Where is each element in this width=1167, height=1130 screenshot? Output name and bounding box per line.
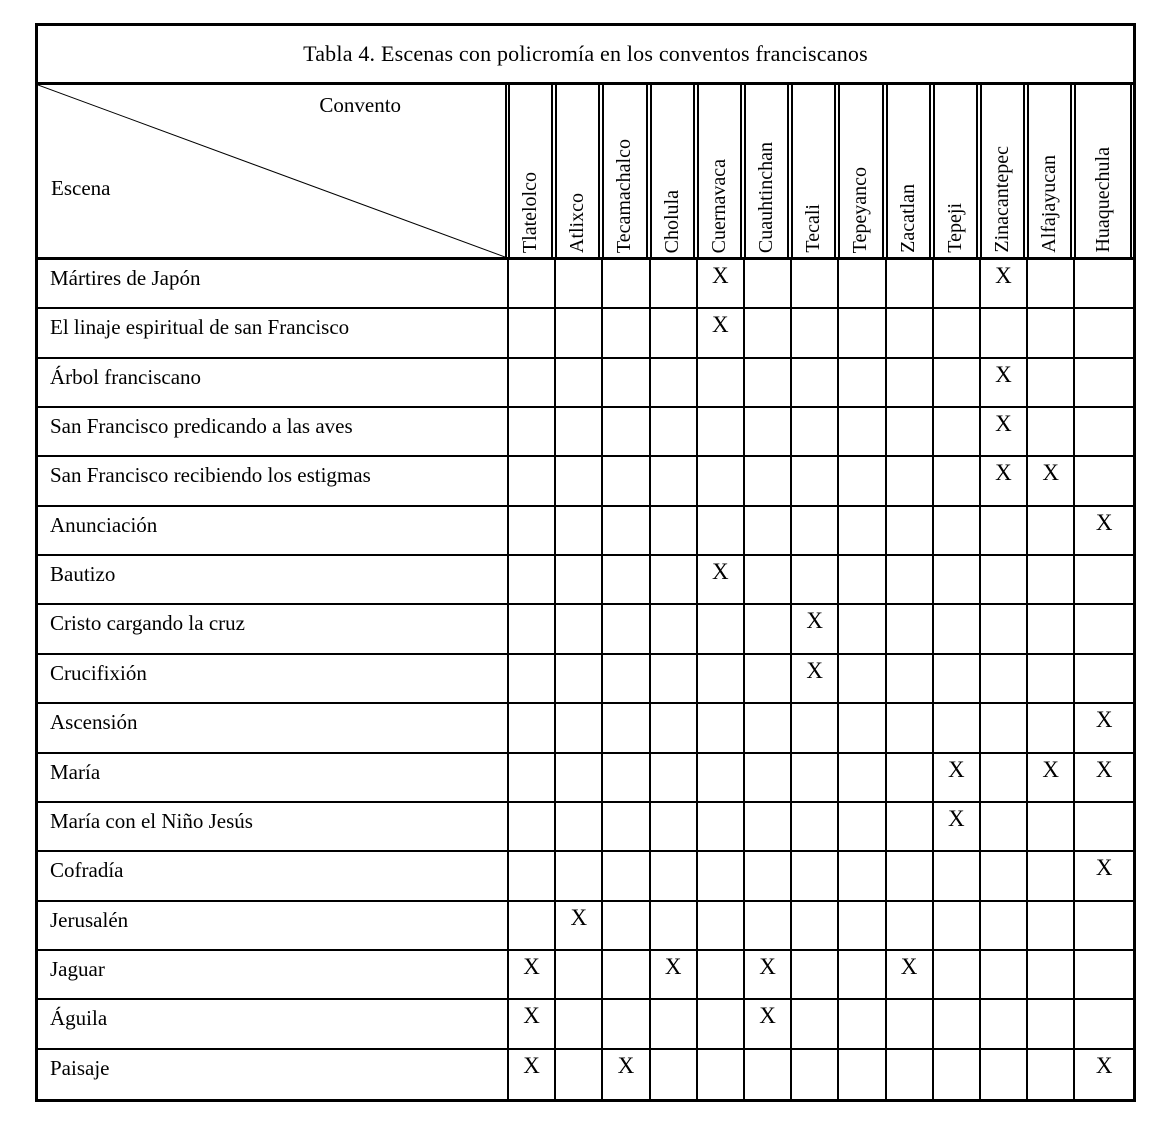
mark-cell-cuauhtinchan (743, 704, 790, 751)
table-row-jerusalen (38, 902, 1133, 951)
mark-cell-cuernavaca: X (696, 260, 743, 307)
mark-cell-tepeyanco (837, 507, 884, 554)
row-label: Anunciación (50, 512, 158, 537)
mark-cell-alfajayucan (1026, 309, 1073, 356)
mark-cell-cholula (649, 359, 696, 406)
mark-cell-cholula (649, 1050, 696, 1099)
mark-cell-cholula (649, 754, 696, 801)
mark-cell-tecamachalco (601, 655, 648, 702)
mark-cell-tecali (790, 359, 837, 406)
mark-cell-huaquechula (1073, 951, 1133, 998)
mark-cell-cuernavaca (696, 754, 743, 801)
mark-cell-tepeji (932, 408, 979, 455)
table-row-crucifixion (38, 655, 1133, 704)
mark-cell-huaquechula (1073, 1000, 1133, 1047)
mark-cell-huaquechula (1073, 556, 1133, 603)
row-label: Crucifixión (50, 660, 147, 685)
mark-cell-tepeyanco (837, 951, 884, 998)
table-row-maria-con-el-nino-jesus (38, 803, 1133, 852)
mark-cell-tepeyanco (837, 457, 884, 504)
mark-cell-huaquechula (1073, 359, 1133, 406)
mark-cell-tecamachalco (601, 457, 648, 504)
table-row-maria (38, 754, 1133, 803)
mark-cell-tecamachalco (601, 507, 648, 554)
column-header-cholula (650, 85, 695, 257)
column-header-label: Alfajayucan (1038, 155, 1061, 253)
table-row-anunciacion (38, 507, 1133, 556)
mark-cell-zinacantepec: X (979, 408, 1026, 455)
column-header-label: Zacatlan (896, 184, 919, 253)
mark-cell-zinacantepec: X (979, 260, 1026, 307)
mark-cell-tecali: X (790, 605, 837, 652)
mark-cell-tlatelolco (507, 655, 554, 702)
row-label: Jerusalén (50, 907, 129, 932)
mark-cell-alfajayucan (1026, 655, 1073, 702)
mark-cell-atlixco (554, 803, 601, 850)
mark-cell-tecali (790, 852, 837, 899)
row-label: Ascensión (50, 710, 138, 735)
mark-cell-alfajayucan (1026, 704, 1073, 751)
table-row-san-francisco-predicando-a-las-aves (38, 408, 1133, 457)
table-title: Tabla 4. Escenas con policromía en los conventos franciscanos (38, 26, 1133, 85)
mark-cell-tlatelolco (507, 309, 554, 356)
mark-cell-tecali (790, 1000, 837, 1047)
mark-cell-alfajayucan: X (1026, 754, 1073, 801)
mark-cell-cuauhtinchan (743, 852, 790, 899)
mark-cell-tepeyanco (837, 852, 884, 899)
polychromy-scenes-table (35, 23, 1136, 1102)
mark-cell-cuernavaca (696, 655, 743, 702)
mark-cell-huaquechula: X (1073, 1050, 1133, 1099)
mark-cell-tlatelolco: X (507, 951, 554, 998)
mark-cell-cholula (649, 556, 696, 603)
diagonal-divider (38, 85, 505, 257)
column-header-label: Tecali (802, 204, 825, 253)
mark-cell-cholula (649, 605, 696, 652)
mark-cell-atlixco: X (554, 902, 601, 949)
mark-cell-atlixco (554, 408, 601, 455)
mark-cell-tepeji (932, 902, 979, 949)
column-header-atlixco (555, 85, 600, 257)
mark-cell-cuauhtinchan (743, 457, 790, 504)
mark-cell-tlatelolco (507, 408, 554, 455)
mark-cell-huaquechula (1073, 902, 1133, 949)
mark-cell-alfajayucan (1026, 803, 1073, 850)
column-header-zinacantepec (980, 85, 1025, 257)
mark-cell-tepeyanco (837, 1000, 884, 1047)
mark-cell-zacatlan (885, 754, 932, 801)
mark-cell-tepeji (932, 704, 979, 751)
column-header-label: Cuauhtinchan (755, 141, 778, 253)
mark-cell-tlatelolco (507, 260, 554, 307)
mark-cell-zacatlan (885, 507, 932, 554)
mark-cell-tepeji: X (932, 803, 979, 850)
mark-cell-alfajayucan (1026, 408, 1073, 455)
mark-cell-atlixco (554, 1050, 601, 1099)
mark-cell-tecamachalco (601, 951, 648, 998)
mark-cell-zacatlan (885, 556, 932, 603)
mark-cell-tepeyanco (837, 605, 884, 652)
mark-cell-tecamachalco (601, 260, 648, 307)
mark-cell-atlixco (554, 309, 601, 356)
mark-cell-atlixco (554, 605, 601, 652)
mark-cell-tecali: X (790, 655, 837, 702)
mark-cell-tecali (790, 408, 837, 455)
mark-cell-zinacantepec (979, 852, 1026, 899)
mark-cell-tepeyanco (837, 754, 884, 801)
mark-cell-tlatelolco (507, 457, 554, 504)
table-row-san-francisco-recibiendo-los-estigmas (38, 457, 1133, 506)
mark-cell-cholula (649, 309, 696, 356)
mark-cell-tecamachalco (601, 605, 648, 652)
mark-cell-tlatelolco (507, 803, 554, 850)
mark-cell-tepeji (932, 260, 979, 307)
mark-cell-cuauhtinchan (743, 754, 790, 801)
mark-cell-tecali (790, 1050, 837, 1099)
column-header-alfajayucan (1027, 85, 1072, 257)
mark-cell-cuauhtinchan (743, 1050, 790, 1099)
mark-cell-tepeyanco (837, 260, 884, 307)
mark-cell-tlatelolco: X (507, 1050, 554, 1099)
mark-cell-tecamachalco (601, 754, 648, 801)
mark-cell-tecali (790, 507, 837, 554)
mark-cell-zacatlan (885, 359, 932, 406)
column-header-label: Tlatelolco (519, 171, 542, 253)
row-label: Paisaje (50, 1055, 110, 1080)
mark-cell-cuauhtinchan (743, 309, 790, 356)
mark-cell-alfajayucan (1026, 507, 1073, 554)
table-row-martires-de-japon (38, 260, 1133, 309)
mark-cell-zinacantepec (979, 803, 1026, 850)
mark-cell-atlixco (554, 359, 601, 406)
mark-cell-tecali (790, 556, 837, 603)
mark-cell-alfajayucan (1026, 556, 1073, 603)
column-header-label: Tepeyanco (849, 166, 872, 253)
mark-cell-zacatlan (885, 457, 932, 504)
mark-cell-tepeji (932, 457, 979, 504)
mark-cell-alfajayucan (1026, 359, 1073, 406)
mark-cell-huaquechula: X (1073, 507, 1133, 554)
column-header-tlatelolco (508, 85, 553, 257)
mark-cell-huaquechula (1073, 309, 1133, 356)
mark-cell-tecali (790, 309, 837, 356)
mark-cell-cuernavaca (696, 951, 743, 998)
row-label: María con el Niño Jesús (50, 808, 253, 833)
table-row-arbol-franciscano (38, 359, 1133, 408)
mark-cell-cuernavaca (696, 605, 743, 652)
mark-cell-tepeji (932, 951, 979, 998)
mark-cell-cholula (649, 1000, 696, 1047)
column-header-tepeyanco (838, 85, 883, 257)
mark-cell-tecamachalco (601, 704, 648, 751)
mark-cell-zinacantepec (979, 754, 1026, 801)
column-header-label: Cuernavaca (707, 158, 730, 253)
corner-cell (38, 85, 507, 257)
mark-cell-tepeji (932, 309, 979, 356)
row-label: Cofradía (50, 858, 124, 883)
column-header-zacatlan (886, 85, 931, 257)
mark-cell-tepeji (932, 507, 979, 554)
mark-cell-tepeyanco (837, 803, 884, 850)
mark-cell-tepeyanco (837, 408, 884, 455)
mark-cell-alfajayucan (1026, 902, 1073, 949)
mark-cell-cuernavaca (696, 507, 743, 554)
row-label: Mártires de Japón (50, 266, 201, 290)
mark-cell-cuernavaca (696, 704, 743, 751)
mark-cell-zacatlan (885, 260, 932, 307)
mark-cell-cuernavaca (696, 408, 743, 455)
row-label: El linaje espiritual de san Francisco (50, 315, 350, 340)
mark-cell-tepeji (932, 655, 979, 702)
mark-cell-alfajayucan (1026, 605, 1073, 652)
mark-cell-cuauhtinchan (743, 408, 790, 455)
mark-cell-atlixco (554, 754, 601, 801)
mark-cell-cholula (649, 803, 696, 850)
mark-cell-tlatelolco (507, 704, 554, 751)
column-header-cuauhtinchan (744, 85, 789, 257)
mark-cell-atlixco (554, 507, 601, 554)
mark-cell-zinacantepec (979, 605, 1026, 652)
mark-cell-tepeji (932, 359, 979, 406)
mark-cell-zinacantepec: X (979, 359, 1026, 406)
column-header-tecamachalco (602, 85, 647, 257)
mark-cell-cuauhtinchan (743, 556, 790, 603)
mark-cell-huaquechula (1073, 457, 1133, 504)
mark-cell-atlixco (554, 260, 601, 307)
mark-cell-cuauhtinchan: X (743, 1000, 790, 1047)
mark-cell-tecali (790, 951, 837, 998)
column-header-label: Cholula (660, 189, 683, 253)
mark-cell-cuauhtinchan (743, 902, 790, 949)
corner-label-convento: Convento (319, 93, 402, 117)
mark-cell-cholula (649, 852, 696, 899)
mark-cell-tecamachalco (601, 852, 648, 899)
mark-cell-huaquechula: X (1073, 704, 1133, 751)
mark-cell-cuernavaca (696, 803, 743, 850)
mark-cell-zinacantepec (979, 704, 1026, 751)
row-label: Bautizo (50, 562, 116, 587)
table-header (38, 85, 1133, 260)
mark-cell-tlatelolco (507, 852, 554, 899)
mark-cell-cuauhtinchan (743, 655, 790, 702)
mark-cell-tepeyanco (837, 1050, 884, 1099)
mark-cell-cuauhtinchan (743, 605, 790, 652)
mark-cell-atlixco (554, 655, 601, 702)
mark-cell-huaquechula: X (1073, 754, 1133, 801)
mark-cell-tecamachalco (601, 902, 648, 949)
mark-cell-cholula (649, 457, 696, 504)
mark-cell-huaquechula (1073, 408, 1133, 455)
mark-cell-cuauhtinchan (743, 359, 790, 406)
mark-cell-zacatlan (885, 1000, 932, 1047)
mark-cell-zacatlan (885, 803, 932, 850)
mark-cell-cuernavaca (696, 457, 743, 504)
mark-cell-tecamachalco (601, 803, 648, 850)
column-header-label: Atlixco (566, 193, 589, 253)
mark-cell-atlixco (554, 556, 601, 603)
mark-cell-tepeyanco (837, 902, 884, 949)
mark-cell-tlatelolco: X (507, 1000, 554, 1047)
mark-cell-zinacantepec (979, 309, 1026, 356)
mark-cell-zacatlan (885, 408, 932, 455)
table-row-el-linaje-espiritual-de-san-francisco (38, 309, 1133, 358)
mark-cell-cuauhtinchan (743, 260, 790, 307)
mark-cell-zacatlan (885, 655, 932, 702)
mark-cell-cuauhtinchan (743, 507, 790, 554)
mark-cell-zinacantepec (979, 556, 1026, 603)
mark-cell-cuauhtinchan (743, 803, 790, 850)
mark-cell-tecali (790, 704, 837, 751)
table-row-bautizo (38, 556, 1133, 605)
mark-cell-cuauhtinchan: X (743, 951, 790, 998)
mark-cell-cholula: X (649, 951, 696, 998)
column-header-label: Tecamachalco (613, 138, 636, 253)
mark-cell-tecali (790, 902, 837, 949)
mark-cell-atlixco (554, 704, 601, 751)
mark-cell-tecamachalco (601, 309, 648, 356)
table-row-cofradia (38, 852, 1133, 901)
mark-cell-cholula (649, 655, 696, 702)
mark-cell-zacatlan (885, 1050, 932, 1099)
row-label: San Francisco predicando a las aves (50, 414, 353, 439)
mark-cell-tlatelolco (507, 359, 554, 406)
table-body (38, 260, 1133, 1099)
mark-cell-zinacantepec (979, 1000, 1026, 1047)
mark-cell-huaquechula (1073, 655, 1133, 702)
mark-cell-tecamachalco (601, 1000, 648, 1047)
mark-cell-zinacantepec: X (979, 457, 1026, 504)
row-label: Cristo cargando la cruz (50, 611, 245, 636)
mark-cell-tlatelolco (507, 902, 554, 949)
mark-cell-tecali (790, 803, 837, 850)
table-row-paisaje (38, 1050, 1133, 1099)
mark-cell-cuernavaca (696, 1000, 743, 1047)
mark-cell-cuernavaca: X (696, 556, 743, 603)
row-label: María (50, 759, 101, 784)
mark-cell-alfajayucan (1026, 260, 1073, 307)
mark-cell-tecamachalco (601, 556, 648, 603)
column-header-cuernavaca (697, 85, 742, 257)
mark-cell-zacatlan: X (885, 951, 932, 998)
mark-cell-cholula (649, 260, 696, 307)
table-row-ascension (38, 704, 1133, 753)
column-header-huaquechula (1074, 85, 1132, 257)
mark-cell-tepeji (932, 1050, 979, 1099)
mark-cell-tlatelolco (507, 605, 554, 652)
mark-cell-atlixco (554, 852, 601, 899)
mark-cell-cholula (649, 902, 696, 949)
mark-cell-zinacantepec (979, 507, 1026, 554)
mark-cell-cholula (649, 704, 696, 751)
mark-cell-tepeji (932, 605, 979, 652)
mark-cell-atlixco (554, 1000, 601, 1047)
mark-cell-tlatelolco (507, 507, 554, 554)
mark-cell-atlixco (554, 951, 601, 998)
mark-cell-tecali (790, 754, 837, 801)
mark-cell-zacatlan (885, 852, 932, 899)
mark-cell-atlixco (554, 457, 601, 504)
row-label: San Francisco recibiendo los estigmas (50, 463, 371, 488)
mark-cell-huaquechula (1073, 260, 1133, 307)
mark-cell-tepeyanco (837, 704, 884, 751)
mark-cell-cuernavaca: X (696, 309, 743, 356)
mark-cell-cuernavaca (696, 852, 743, 899)
mark-cell-tecali (790, 260, 837, 307)
mark-cell-cholula (649, 408, 696, 455)
mark-cell-tecamachalco: X (601, 1050, 648, 1099)
mark-cell-cuernavaca (696, 1050, 743, 1099)
column-header-label: Huaquechula (1091, 147, 1114, 253)
mark-cell-tepeyanco (837, 309, 884, 356)
mark-cell-alfajayucan (1026, 951, 1073, 998)
mark-cell-huaquechula: X (1073, 852, 1133, 899)
row-label: Jaguar (50, 956, 105, 981)
mark-cell-tecamachalco (601, 359, 648, 406)
mark-cell-tlatelolco (507, 754, 554, 801)
mark-cell-alfajayucan (1026, 1000, 1073, 1047)
column-header-tepeji (933, 85, 978, 257)
mark-cell-tepeji (932, 852, 979, 899)
mark-cell-zacatlan (885, 902, 932, 949)
mark-cell-tepeji (932, 1000, 979, 1047)
column-header-tecali (791, 85, 836, 257)
mark-cell-cuernavaca (696, 359, 743, 406)
row-label: Árbol franciscano (50, 364, 202, 389)
mark-cell-zinacantepec (979, 951, 1026, 998)
row-label: Águila (50, 1006, 108, 1031)
corner-label-escena: Escena (51, 176, 111, 200)
mark-cell-zinacantepec (979, 655, 1026, 702)
mark-cell-tepeyanco (837, 359, 884, 406)
mark-cell-zacatlan (885, 704, 932, 751)
mark-cell-tlatelolco (507, 556, 554, 603)
column-header-label: Tepeji (943, 203, 966, 253)
mark-cell-tepeji (932, 556, 979, 603)
table-row-jaguar (38, 951, 1133, 1000)
mark-cell-tepeyanco (837, 556, 884, 603)
mark-cell-zinacantepec (979, 902, 1026, 949)
column-header-label: Zinacantepec (990, 146, 1013, 253)
mark-cell-tepeyanco (837, 655, 884, 702)
table-row-cristo-cargando-la-cruz (38, 605, 1133, 654)
mark-cell-tecamachalco (601, 408, 648, 455)
mark-cell-huaquechula (1073, 803, 1133, 850)
mark-cell-tepeji: X (932, 754, 979, 801)
mark-cell-zacatlan (885, 605, 932, 652)
mark-cell-huaquechula (1073, 605, 1133, 652)
table-row-aguila (38, 1000, 1133, 1049)
mark-cell-tecali (790, 457, 837, 504)
mark-cell-alfajayucan: X (1026, 457, 1073, 504)
mark-cell-zacatlan (885, 309, 932, 356)
mark-cell-alfajayucan (1026, 1050, 1073, 1099)
mark-cell-cholula (649, 507, 696, 554)
mark-cell-alfajayucan (1026, 852, 1073, 899)
mark-cell-cuernavaca (696, 902, 743, 949)
mark-cell-zinacantepec (979, 1050, 1026, 1099)
